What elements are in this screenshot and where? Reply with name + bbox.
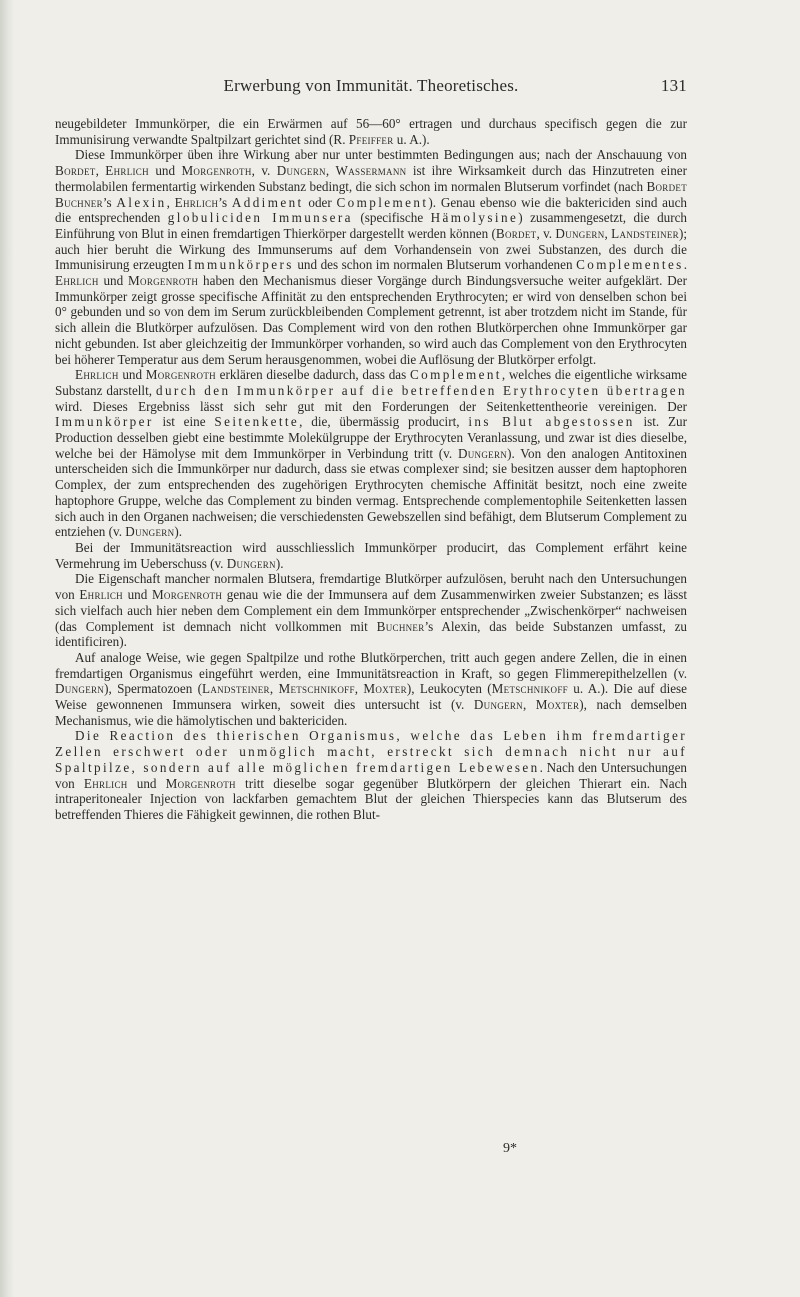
emphasis-spaced: durch den Immunkörper auf die betreffenden Erythrocyten übertragen <box>155 382 687 398</box>
author-name: Morgenroth <box>128 273 199 289</box>
text-run: und des schon im normalen Blutserum vorhandenen <box>293 257 577 273</box>
text-run: und <box>127 775 166 791</box>
text-run: u. A.). Die auf diese Weise gewonnenen Immunsera wirken, soweit dies untersucht ist (v. <box>55 681 688 713</box>
text-run: ); auch hier beruht die Wirkung des Immunserums auf dem Vorhandensein von zwei Substanzen, des durch die Immunisirung erzeugten <box>55 225 688 273</box>
text-run: wird. Dieses Ergebniss lässt sich sehr gut mit den Forderungen der Seitenkettentheorie vereinigen. Der <box>55 398 687 414</box>
author-name: Dungern <box>276 163 326 179</box>
body-paragraph <box>55 540 687 571</box>
author-name: Ehrlich <box>174 194 219 210</box>
body-text <box>55 116 687 823</box>
emphasis-spaced: Complement <box>409 367 502 383</box>
author-name: Bordet Buchner <box>55 178 687 210</box>
emphasis-spaced: Seitenkette <box>214 414 300 430</box>
body-paragraph <box>55 147 687 367</box>
author-name: Buchner <box>376 618 425 634</box>
text-run: ). Von den analogen Antitoxinen unterscheiden sich die Immunkörper nur dadurch, dass sie etwas complexer sind; sie besitzen ausser dem haptophoren Complex, der zum entsprechenden des zugehörigen Erythrocyten chemische Affinität besitzt, noch eine zweite haptophore Gruppe, welche das Complement zu binden vermag. Entsprechende complementophile Seitenketten lassen sich auch in den Organen nachweisen; die verschiedensten Gewebszellen sind befähigt, dem Blutserum Complement zu entziehen (v. <box>55 445 687 540</box>
text-run: Auf analoge Weise, wie gegen Spaltpilze und rothe Blutkörperchen, tritt auch gegen andere Zellen, die in einen fremdartigen Organismus eingeführt werden, eine Immunitätsreaction in Kraft, so gegen Flimmerepithelzellen (v. <box>55 649 687 681</box>
text-run: , <box>95 163 106 179</box>
text-run: tritt dieselbe sogar gegenüber Blutkörpern der gleichen Thierart ein. Nach intraperitonealer Injection von lackfarben gemachtem Blut der gleichen Thierspecies kann das Blutserum des betreffenden Thieres die Fähigkeit gewinnen, die rothen Blut- <box>55 775 687 822</box>
text-run: , <box>522 697 536 713</box>
text-run: ), Leukocyten ( <box>406 681 492 697</box>
text-run: ), Spermatozoen ( <box>104 681 202 697</box>
text-run: oder <box>303 194 337 210</box>
running-head <box>55 76 687 102</box>
author-name: Landsteiner <box>611 225 679 241</box>
author-name: Ehrlich <box>105 163 149 179</box>
emphasis-spaced: Immunkörper <box>55 414 154 430</box>
emphasis-spaced: Alexin <box>116 194 167 210</box>
body-paragraph <box>55 116 687 147</box>
author-name: Morgenroth <box>181 163 252 179</box>
text-run: , <box>325 163 336 179</box>
author-name: Dungern <box>457 445 508 461</box>
printer-signature-mark: 9* <box>503 1141 517 1156</box>
text-run: Bei der Immunitätsreaction wird ausschliesslich Immunkörper producirt, das Complement erfährt keine Vermehrung im Ueberschuss (v. <box>55 539 687 571</box>
text-run: und <box>98 273 129 289</box>
author-name: Dungern <box>125 524 175 540</box>
text-run: (specifische <box>352 210 431 226</box>
author-name: Ehrlich <box>75 367 119 383</box>
emphasis-spaced: Die Reaction des thierischen Organismus, welche das Leben ihm fremdartiger Zellen erschwert oder unmöglich macht, erstreckt sich demnach nicht nur auf Spaltpilze, sondern auf alle möglichen fremdartigen Lebewesen <box>55 728 687 775</box>
author-name: Landsteiner <box>202 681 270 697</box>
author-name: Morgenroth <box>151 587 223 603</box>
text-run: ) zusammengesetzt, die durch Einführung von Blut in einen fremdartigen Thierkörper dargestellt werden können ( <box>55 210 688 241</box>
author-name: Bordet <box>495 225 537 241</box>
author-name: Moxter <box>363 681 407 697</box>
text-run: . Nach den Untersuchungen von <box>55 759 687 791</box>
author-name: Bordet <box>55 163 96 179</box>
text-run: , welches die eigentliche wirksame Substanz darstellt, <box>55 367 688 398</box>
text-run: ist. Zur Production desselben giebt eine bestimmte Molekülgruppe der Erythrocyten Veranlassung, und zwar ist dies dieselbe, welche bei der Hämolyse mit dem Immunkörper in Verbindung tritt (v. <box>55 414 687 461</box>
text-run: , v. <box>251 163 277 179</box>
body-paragraph <box>55 571 687 650</box>
author-name: Moxter <box>535 697 580 713</box>
text-run: und <box>148 163 182 179</box>
text-run: Die Eigenschaft mancher normalen Blutsera, fremdartige Blutkörper aufzulösen, beruht nach den Untersuchungen von <box>55 571 687 603</box>
author-name: Ehrlich <box>55 273 99 289</box>
text-run: und <box>122 587 152 603</box>
author-name: Dungern <box>555 225 605 241</box>
text-run: ’s <box>218 194 232 210</box>
text-run: neugebildeter Immunkörper, die ein Erwärmen auf 56—60° ertragen und durchaus specifisch gegen die zur Immunisirung verwandte Spaltpilzart gerichtet sind (R. <box>55 116 687 147</box>
text-run: , v. <box>536 225 556 241</box>
text-run: ). <box>275 555 284 571</box>
text-run: , die, übermässig producirt, <box>299 414 469 430</box>
author-name: Morgenroth <box>145 367 216 383</box>
text-run: ’s <box>102 194 117 210</box>
emphasis-spaced: Hämolysine <box>430 210 519 226</box>
page-binding-edge <box>0 0 14 1297</box>
emphasis-spaced: globuliciden Immunsera <box>167 210 353 226</box>
author-name: Ehrlich <box>83 775 128 791</box>
emphasis-spaced: Addiment <box>231 194 304 210</box>
emphasis-spaced: Complementes <box>576 257 684 273</box>
emphasis-spaced: Complement <box>336 194 429 210</box>
author-name: Pfeiffer <box>348 131 394 147</box>
author-name: Wassermann <box>335 163 407 179</box>
text-run: Diese Immunkörper üben ihre Wirkung aber nur unter bestimmten Bedingungen aus; nach der Anschauung von <box>75 147 687 163</box>
page-number: 131 <box>660 76 687 95</box>
text-run: haben den Mechanismus dieser Vorgänge durch Bindungsversuche weiter aufgeklärt. Der Immunkörper zeigt grosse specifische Affinität zu den entsprechenden Erythrocyten; er wird von denselben schon bei 0° gebunden und so von dem im Serum zurückbleibenden Complement getrennt, ist aber trotzdem nicht im Stande, für sich allein die Blutkörper aufzulösen. Das Complement wird von den rothen Blutkörperchen ohne Immunkörper gar nicht gebunden. Ist aber gleichzeitig der Immunkörper vorhanden, so wird auch das Complement von den Erythrocyten bei höherer Temperatur aus dem Serum herausgenommen, wobei die Auflösung der Blutkörper erfolgt. <box>55 273 687 367</box>
body-paragraph <box>55 650 687 729</box>
text-run: , <box>354 681 364 697</box>
text-run: u. A.). <box>393 131 430 147</box>
running-title: Erwerbung von Immunität. Theoretisches. <box>223 76 519 95</box>
body-paragraph <box>55 367 687 540</box>
text-run: , <box>166 194 175 210</box>
text-run: erklären dieselbe dadurch, dass das <box>215 367 410 383</box>
author-name: Dungern <box>473 697 523 713</box>
text-run: ), nach demselben Mechanismus, wie die hämolytischen und baktericiden. <box>55 697 688 728</box>
text-run: , <box>604 225 612 241</box>
author-name: Morgenroth <box>165 775 236 791</box>
text-run: ist eine <box>153 414 215 430</box>
text-run: ’s Alexin, das beide Substanzen umfasst, zu identificiren). <box>55 618 687 650</box>
text-run: . <box>683 257 687 273</box>
text-run: ist ihre Wirksamkeit durch das Hinzutreten einer thermolabilen fermentartig wirkenden Substanz bedingt, die sich schon im normalen Blutserum vorfindet (nach <box>55 163 687 194</box>
author-name: Dungern <box>226 555 276 571</box>
book-page <box>55 76 687 823</box>
author-name: Metschnikoff <box>491 681 568 697</box>
text-run: ). <box>174 524 183 540</box>
author-name: Ehrlich <box>79 587 123 603</box>
emphasis-spaced: Immunkörpers <box>187 257 294 273</box>
text-run: genau wie die der Immunsera auf dem Zusammenwirken zweier Substanzen; es lässt sich vielfach auch hier neben dem Complement ein dem Immunkörper entsprechender „Zwischenkörper“ nachweisen (das Complement ist demnach nicht vollkommen mit <box>55 587 688 634</box>
body-paragraph <box>55 728 687 822</box>
author-name: Dungern <box>55 681 105 697</box>
emphasis-spaced: ins Blut abgestossen <box>468 414 635 430</box>
text-run: und <box>118 367 146 383</box>
author-name: Metschnikoff <box>278 681 355 697</box>
text-run: , <box>269 681 279 697</box>
text-run: ). Genau ebenso wie die baktericiden sind auch die entsprechenden <box>55 194 687 226</box>
